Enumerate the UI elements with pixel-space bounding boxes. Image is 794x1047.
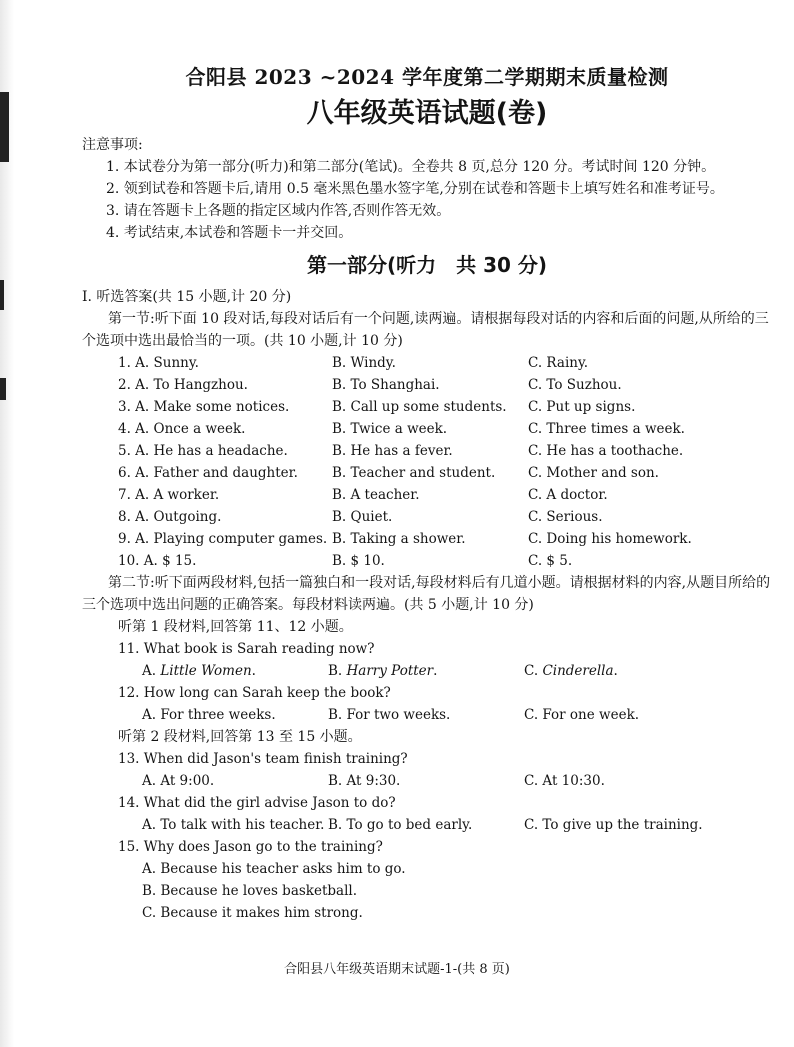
question-stem: 12. How long can Sarah keep the book? [118,685,391,701]
notes-heading: 注意事项: [82,137,143,153]
option-b: B. At 9:30. [328,773,401,789]
material2-note: 听第 2 段材料,回答第 13 至 15 小题。 [118,729,362,745]
option-a [142,660,328,682]
book-title: Little Women [160,663,252,679]
scan-edge-mark [0,92,9,162]
question-row [82,440,772,462]
note-item: 3. 请在答题卡上各题的指定区域内作答,否则作答无效。 [106,203,451,219]
option-a: A. At 9:00. [142,773,215,789]
option-b: B. To go to bed early. [328,817,473,833]
question-stem: 14. What did the girl advise Jason to do? [118,795,396,811]
option-b: B. Because he loves basketball. [142,883,358,899]
option-a: A. To talk with his teacher. [142,817,325,833]
option-b: B. A teacher. [332,487,420,503]
option-a: 3. A. Make some notices. [118,399,290,415]
options-row [82,660,772,682]
question-stem: 13. When did Jason's team finish training? [118,751,408,767]
option-a: 10. A. $ 15. [118,553,197,569]
option-label: A. [142,663,161,679]
question-row [82,462,772,484]
option-b: B. $ 10. [332,553,385,569]
question-row [82,484,772,506]
option-a: 5. A. He has a headache. [118,443,288,459]
question-row [82,352,772,374]
options-row [82,814,772,836]
question-row [82,418,772,440]
option-b [328,660,524,682]
option-c: C. Put up signs. [528,399,636,415]
question-row [82,506,772,528]
option-c: C. Three times a week. [528,421,685,437]
question-row [82,550,772,572]
book-title: Cinderella [542,663,614,679]
option-a: 6. A. Father and daughter. [118,465,298,481]
book-title: Harry Potter [346,663,434,679]
option-a: 1. A. Sunny. [118,355,199,371]
option-b: B. For two weeks. [328,707,451,723]
option-c: C. At 10:30. [524,773,605,789]
note-item: 2. 领到试卷和答题卡后,请用 0.5 毫米黑色墨水签字笔,分别在试卷和答题卡上填写姓名和准考证号。 [106,181,724,197]
option-a: 2. A. To Hangzhou. [118,377,248,393]
option-c: C. Serious. [528,509,603,525]
question-row [82,374,772,396]
option-c: C. For one week. [524,707,640,723]
options-row [82,704,772,726]
option-b: B. Call up some students. [332,399,507,415]
option-c: C. To Suzhou. [528,377,622,393]
exam-page [82,62,772,924]
option-a: 8. A. Outgoing. [118,509,222,525]
option-a: A. For three weeks. [142,707,276,723]
question-row [82,528,772,550]
option-c: C. Doing his homework. [528,531,692,547]
part1-title: 第一部分(听力 共 30 分) [306,253,548,277]
option-a: A. Because his teacher asks him to go. [142,861,406,877]
scan-edge-mark [0,378,6,400]
option-c: C. $ 5. [528,553,573,569]
note-item: 1. 本试卷分为第一部分(听力)和第二部分(笔试)。全卷共 8 页,总分 120 分。考试时间 120 分钟。 [106,159,716,175]
exam-header-line1: 合阳县 2023 ~2024 学年度第二学期期末质量检测 [185,65,669,89]
exam-title: 八年级英语试题(卷) [306,98,548,129]
scan-edge-mark [0,280,4,310]
option-c: C. A doctor. [528,487,608,503]
option-b: B. He has a fever. [332,443,453,459]
option-label: C. [524,663,543,679]
option-c: C. Because it makes him strong. [142,905,363,921]
option-b: B. To Shanghai. [332,377,440,393]
option-c: C. To give up the training. [524,817,703,833]
option-c: C. Rainy. [528,355,589,371]
option-b: B. Twice a week. [332,421,448,437]
question-stem: 11. What book is Sarah reading now? [118,641,375,657]
option-a: 7. A. A worker. [118,487,220,503]
option-punct: . [613,663,618,679]
option-b: B. Windy. [332,355,396,371]
option-punct: . [433,663,438,679]
option-label: B. [328,663,347,679]
option-b: B. Teacher and student. [332,465,496,481]
question-row [82,396,772,418]
option-punct: . [251,663,256,679]
option-a: 9. A. Playing computer games. [118,531,328,547]
section2-instructions: 第二节:听下面两段材料,包括一篇独白和一段对话,每段材料后有几道小题。请根据材料的内容,从题目所给的三个选项中选出问题的正确答案。每段材料读两遍。(共 5 小题,计 10 分) [82,575,771,613]
option-c [524,660,764,682]
section-title: Ⅰ. 听选答案(共 15 小题,计 20 分) [82,289,292,305]
option-c: C. He has a toothache. [528,443,684,459]
options-row [82,770,772,792]
note-item: 4. 考试结束,本试卷和答题卡一并交回。 [106,225,353,241]
option-b: B. Taking a shower. [332,531,466,547]
question-stem: 15. Why does Jason go to the training? [118,839,383,855]
option-c: C. Mother and son. [528,465,659,481]
material1-note: 听第 1 段材料,回答第 11、12 小题。 [118,619,353,635]
section1-instructions: 第一节:听下面 10 段对话,每段对话后有一个问题,读两遍。请根据每段对话的内容和后面的问题,从所给的三个选项中选出最恰当的一项。(共 10 小题,计 10 分) [82,311,769,349]
page-footer: 合阳县八年级英语期末试题-1-(共 8 页) [284,962,510,977]
option-b: B. Quiet. [332,509,393,525]
option-a: 4. A. Once a week. [118,421,246,437]
